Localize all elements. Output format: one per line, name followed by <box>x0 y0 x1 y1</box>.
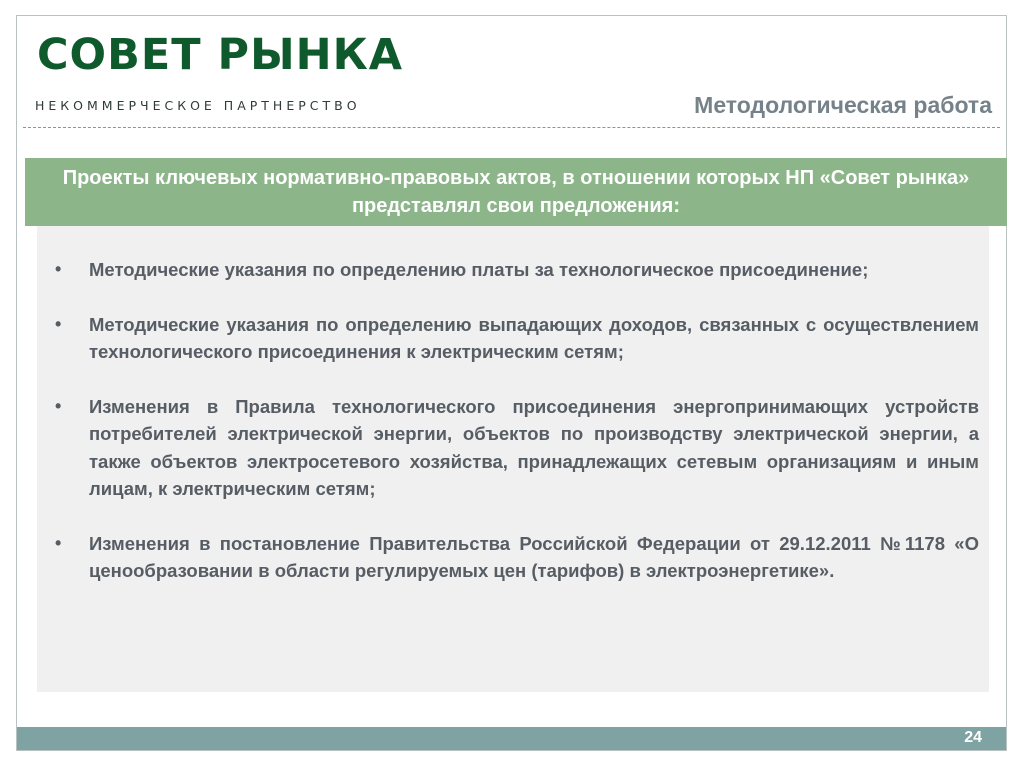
bullet-icon: • <box>55 259 62 279</box>
header-divider <box>23 127 1000 128</box>
footer-bar <box>17 727 1006 750</box>
section-title: Методологическая работа <box>694 92 992 118</box>
list-item <box>45 256 979 284</box>
header-text: Проекты ключевых нормативно-правовых актов, в отношении которых НП «Совет рынка» представлял свои предложения: <box>62 167 970 217</box>
list-item-text: Методические указания по определению платы за технологическое присоединение; <box>89 259 869 280</box>
list-item <box>45 393 979 503</box>
bullet-icon: • <box>55 313 62 334</box>
list-item-text: Изменения в постановление Правительства Российской Федерации от 29.12.2011 №1178 «О ценообразовании в области регулируемых цен (тарифов) в электроэнергетике». <box>89 532 979 581</box>
logo-title: СОВЕТ РЫНКА <box>37 30 404 80</box>
bullet-icon: • <box>55 395 62 416</box>
header-bar <box>25 158 1007 226</box>
logo-subtitle: НЕКОММЕРЧЕСКОЕ ПАРТНЕРСТВО <box>35 98 361 113</box>
list-item-text: Методические указания по определению выпадающих доходов, связанных с осуществлением технологического присоединения к электрическим сетям; <box>89 313 979 362</box>
bullet-list <box>45 256 979 585</box>
list-item <box>45 311 979 366</box>
list-item-text: Изменения в Правила технологического присоединения энергопринимающих устройств потребителей электрической энергии, объектов по производству электрической энергии, а также объектов электросетевого хозяйства, принадлежащих сетевым организациям и иным лицам, к электрическим сетям; <box>89 395 979 499</box>
content-panel <box>37 226 989 692</box>
slide <box>16 15 1007 751</box>
list-item <box>45 530 979 585</box>
bullet-icon: • <box>55 532 62 553</box>
page-number: 24 <box>964 729 982 746</box>
